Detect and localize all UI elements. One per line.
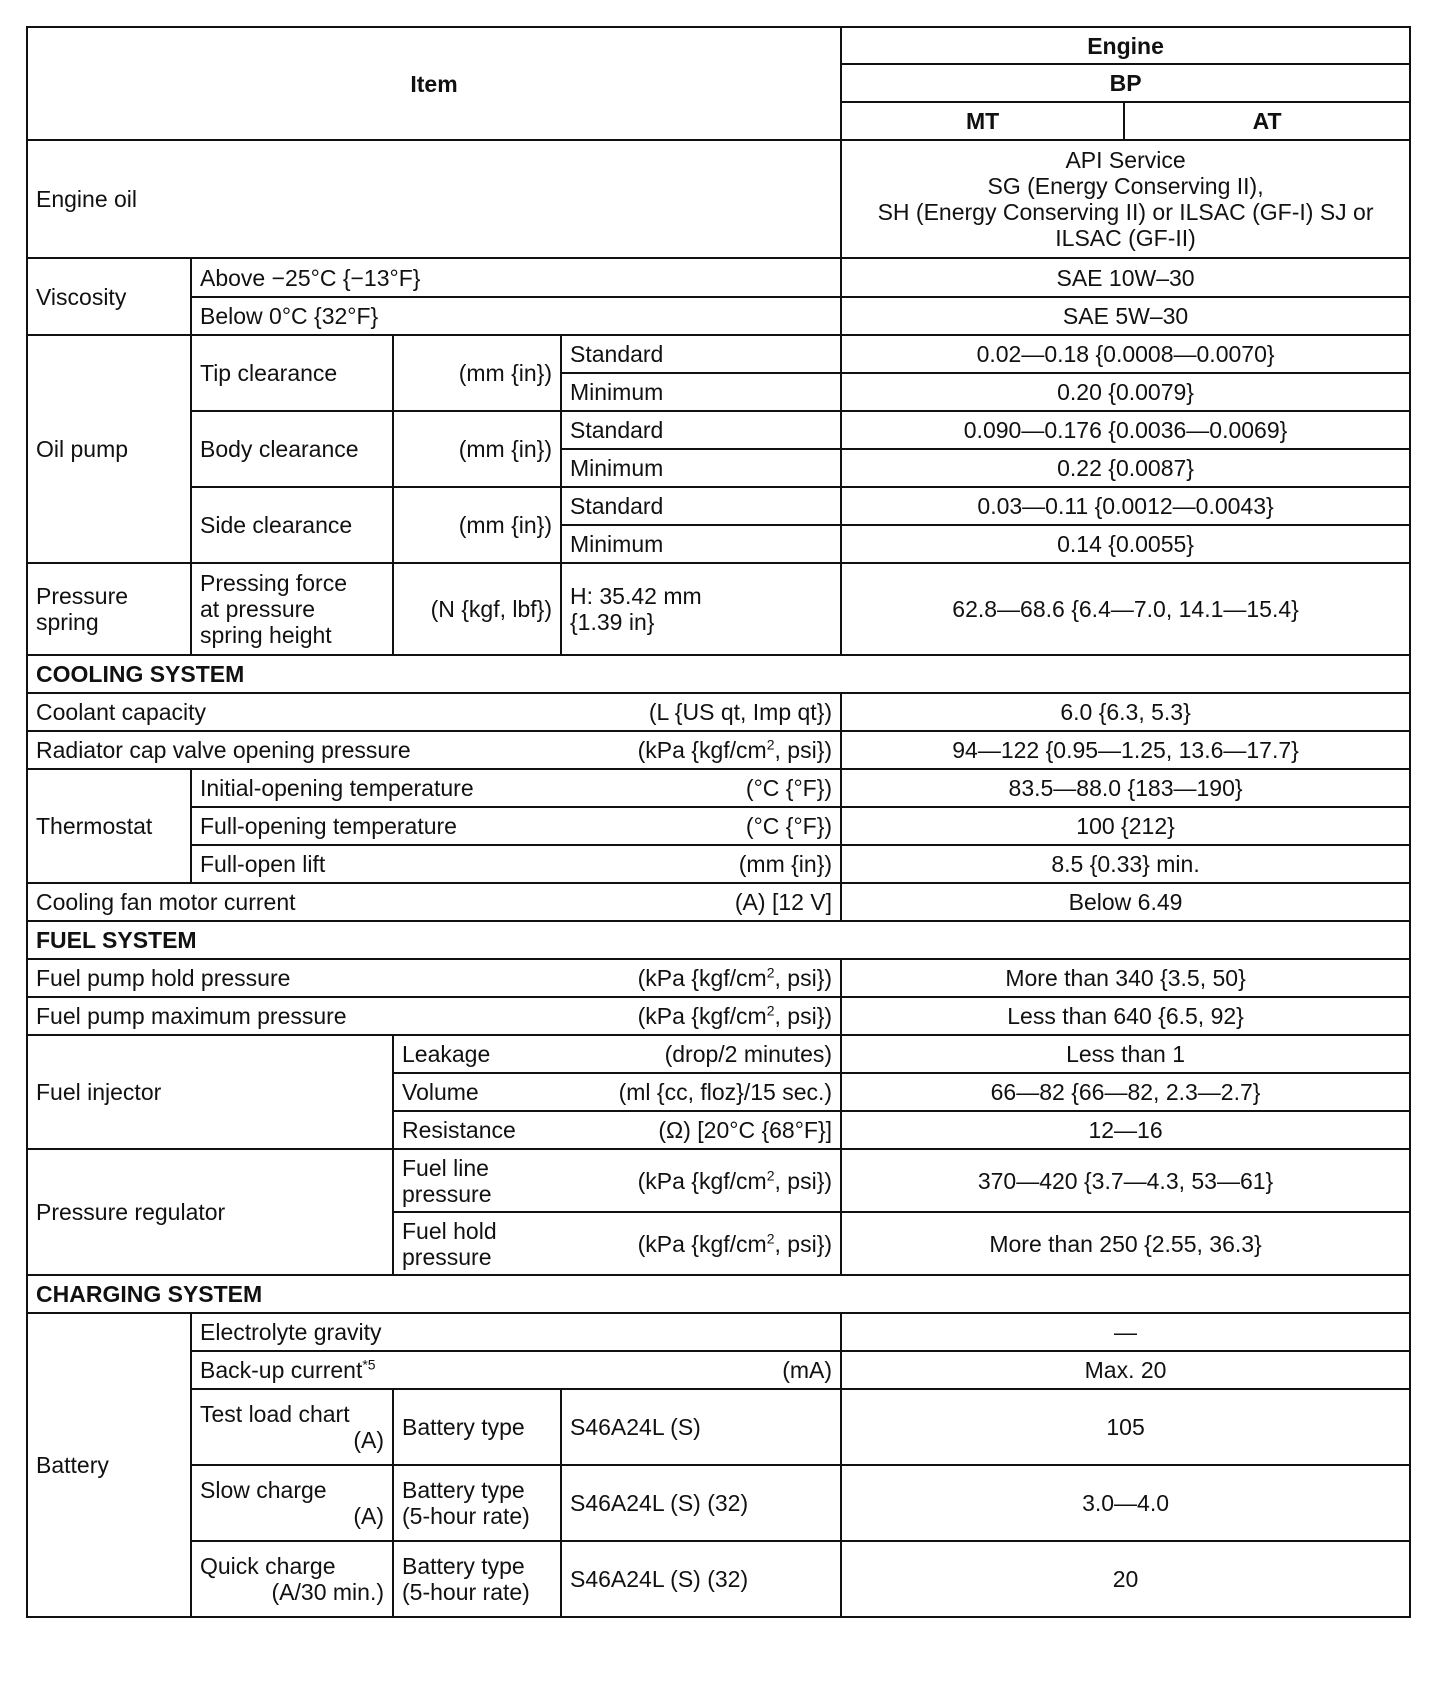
regulator-value: 370—420 {3.7—4.3, 53—61} bbox=[841, 1149, 1410, 1212]
battery-item-unit: (A) bbox=[353, 1503, 384, 1529]
battery-item-cell bbox=[191, 1465, 393, 1541]
pressure-spring-item bbox=[191, 563, 393, 655]
coolant-capacity-value: 6.0 {6.3, 5.3} bbox=[841, 693, 1410, 731]
injector-unit: (drop/2 minutes) bbox=[664, 1041, 833, 1067]
coolant-capacity-unit: (L {US qt, Imp qt}) bbox=[648, 699, 833, 725]
oil-pump-label: Oil pump bbox=[27, 335, 191, 563]
thermostat-item-cell bbox=[191, 845, 841, 883]
radiator-cap-label: Radiator cap valve opening pressure bbox=[36, 737, 411, 763]
engine-oil-line: SH (Energy Conserving II) or ILSAC (GF-I) SJ or bbox=[877, 199, 1374, 225]
pressure-spring-label bbox=[27, 563, 191, 655]
table-row bbox=[27, 1313, 1410, 1351]
fuel-max-cell bbox=[27, 997, 841, 1035]
viscosity-value: SAE 10W–30 bbox=[841, 258, 1410, 297]
fuel-pump-hold-value: More than 340 {3.5, 50} bbox=[841, 959, 1410, 997]
battery-item-unit: (A/30 min.) bbox=[271, 1579, 384, 1605]
table-row bbox=[27, 1351, 1410, 1389]
standard-value: 0.090—0.176 {0.0036—0.0069} bbox=[841, 411, 1410, 449]
section-header-row bbox=[27, 655, 1410, 693]
fuel-pump-hold-unit: (kPa {$kgf/cm^2$, psi}) bbox=[637, 964, 833, 991]
table-row bbox=[27, 997, 1410, 1035]
regulator-value: More than 250 {2.55, 36.3} bbox=[841, 1212, 1410, 1275]
regulator-item: Fuel line pressure bbox=[402, 1154, 492, 1207]
minimum-value: 0.14 {0.0055} bbox=[841, 525, 1410, 563]
injector-unit: (ml {cc, floz}/15 sec.) bbox=[618, 1079, 833, 1105]
backup-current-label: Back-up current$^{*5}$ bbox=[200, 1356, 376, 1383]
battery-label: Battery bbox=[27, 1313, 191, 1617]
table-row bbox=[27, 1035, 1410, 1073]
spec-table bbox=[26, 26, 1411, 1618]
pressure-spring-line: Pressure bbox=[36, 583, 129, 609]
regulator-unit: (kPa {$kgf/cm^2$, psi}) bbox=[637, 1166, 833, 1194]
viscosity-condition: Below 0°C {32°F} bbox=[191, 297, 841, 335]
table-row bbox=[27, 411, 1410, 449]
table-row bbox=[27, 140, 1410, 258]
injector-value: 66—82 {66—82, 2.3—2.7} bbox=[841, 1073, 1410, 1111]
table-row bbox=[27, 693, 1410, 731]
injector-unit: (Ω) [20°C {68°F}] bbox=[658, 1117, 833, 1143]
battery-value: 105 bbox=[841, 1389, 1410, 1465]
radiator-cap-unit: (kPa {$kgf/cm^2$, psi}) bbox=[637, 736, 833, 763]
injector-item: Volume bbox=[402, 1079, 479, 1105]
standard-label: Standard bbox=[561, 487, 841, 525]
viscosity-condition: Above −25°C {−13°F} bbox=[191, 258, 841, 297]
battery-value: 3.0—4.0 bbox=[841, 1465, 1410, 1541]
backup-current-value: Max. 20 bbox=[841, 1351, 1410, 1389]
bp-header: BP bbox=[841, 64, 1410, 102]
oil-pump-unit: (mm {in}) bbox=[393, 411, 561, 487]
table-row bbox=[27, 258, 1410, 297]
coolant-capacity-label: Coolant capacity bbox=[36, 699, 207, 725]
thermostat-value: 8.5 {0.33} min. bbox=[841, 845, 1410, 883]
radiator-cap-cell bbox=[27, 731, 841, 769]
pressure-spring-item-line: spring height bbox=[200, 622, 332, 648]
table-row bbox=[27, 769, 1410, 807]
fuel-hold-cell bbox=[27, 959, 841, 997]
pressure-regulator-label: Pressure regulator bbox=[27, 1149, 393, 1275]
standard-value: 0.03—0.11 {0.0012—0.0043} bbox=[841, 487, 1410, 525]
battery-model: S46A24L (S) (32) bbox=[561, 1465, 841, 1541]
battery-model: S46A24L (S) (32) bbox=[561, 1541, 841, 1617]
injector-value: 12—16 bbox=[841, 1111, 1410, 1149]
radiator-cap-value: 94—122 {0.95—1.25, 13.6—17.7} bbox=[841, 731, 1410, 769]
pressure-spring-unit: (N {kgf, lbf}) bbox=[393, 563, 561, 655]
fuel-injector-label: Fuel injector bbox=[27, 1035, 393, 1149]
oil-pump-unit: (mm {in}) bbox=[393, 487, 561, 563]
pressure-spring-line: spring bbox=[36, 609, 99, 635]
oil-pump-item: Body clearance bbox=[191, 411, 393, 487]
minimum-value: 0.22 {0.0087} bbox=[841, 449, 1410, 487]
table-row bbox=[27, 1465, 1410, 1541]
header-row bbox=[27, 27, 1410, 64]
backup-current-unit: (mA) bbox=[782, 1357, 833, 1383]
table-row bbox=[27, 487, 1410, 525]
oil-pump-item: Side clearance bbox=[191, 487, 393, 563]
cooling-fan-label: Cooling fan motor current bbox=[36, 889, 296, 915]
mt-header: MT bbox=[841, 102, 1124, 140]
injector-item-cell bbox=[393, 1035, 841, 1073]
table-row bbox=[27, 297, 1410, 335]
injector-value: Less than 1 bbox=[841, 1035, 1410, 1073]
thermostat-unit: (°C {°F}) bbox=[745, 775, 833, 801]
standard-label: Standard bbox=[561, 335, 841, 373]
fuel-system-heading: FUEL SYSTEM bbox=[27, 921, 1410, 959]
regulator-unit: (kPa {$kgf/cm^2$, psi}) bbox=[637, 1229, 833, 1257]
minimum-label: Minimum bbox=[561, 449, 841, 487]
pressure-spring-cond-line: H: 35.42 mm bbox=[570, 583, 702, 609]
battery-type-label: Battery type (5-hour rate) bbox=[393, 1465, 561, 1541]
regulator-item-cell bbox=[393, 1212, 841, 1275]
table-row bbox=[27, 1389, 1410, 1465]
minimum-value: 0.20 {0.0079} bbox=[841, 373, 1410, 411]
thermostat-value: 100 {212} bbox=[841, 807, 1410, 845]
coolant-capacity-cell bbox=[27, 693, 841, 731]
table-row bbox=[27, 883, 1410, 921]
engine-oil-line: API Service bbox=[1065, 147, 1186, 173]
minimum-label: Minimum bbox=[561, 525, 841, 563]
thermostat-item-cell bbox=[191, 807, 841, 845]
thermostat-label: Thermostat bbox=[27, 769, 191, 883]
thermostat-item: Full-open lift bbox=[200, 851, 326, 877]
fuel-pump-max-unit: (kPa {$kgf/cm^2$, psi}) bbox=[637, 1002, 833, 1029]
table-row bbox=[27, 845, 1410, 883]
injector-item: Resistance bbox=[402, 1117, 516, 1143]
cooling-fan-value: Below 6.49 bbox=[841, 883, 1410, 921]
fuel-pump-max-value: Less than 640 {6.5, 92} bbox=[841, 997, 1410, 1035]
cooling-system-heading: COOLING SYSTEM bbox=[27, 655, 1410, 693]
table-row bbox=[27, 1149, 1410, 1212]
battery-item-unit: (A) bbox=[353, 1427, 384, 1453]
pressure-spring-value: 62.8—68.6 {6.4—7.0, 14.1—15.4} bbox=[841, 563, 1410, 655]
pressure-spring-cond-line: {1.39 in} bbox=[570, 609, 655, 635]
thermostat-item-cell bbox=[191, 769, 841, 807]
oil-pump-item: Tip clearance bbox=[191, 335, 393, 411]
section-header-row bbox=[27, 921, 1410, 959]
item-header: Item bbox=[27, 27, 841, 140]
injector-item-cell bbox=[393, 1073, 841, 1111]
table-row bbox=[27, 1541, 1410, 1617]
battery-item-cell bbox=[191, 1389, 393, 1465]
thermostat-value: 83.5—88.0 {183—190} bbox=[841, 769, 1410, 807]
injector-item-cell bbox=[393, 1111, 841, 1149]
table-row bbox=[27, 731, 1410, 769]
electrolyte-gravity-value: — bbox=[841, 1313, 1410, 1351]
at-header: AT bbox=[1124, 102, 1410, 140]
fuel-pump-max-label: Fuel pump maximum pressure bbox=[36, 1003, 347, 1029]
thermostat-item: Full-opening temperature bbox=[200, 813, 457, 839]
viscosity-value: SAE 5W–30 bbox=[841, 297, 1410, 335]
pressure-spring-item-line: Pressing force bbox=[200, 570, 348, 596]
battery-value: 20 bbox=[841, 1541, 1410, 1617]
table-row bbox=[27, 807, 1410, 845]
table-row bbox=[27, 335, 1410, 373]
cooling-fan-cell bbox=[27, 883, 841, 921]
minimum-label: Minimum bbox=[561, 373, 841, 411]
thermostat-unit: (°C {°F}) bbox=[745, 813, 833, 839]
standard-value: 0.02—0.18 {0.0008—0.0070} bbox=[841, 335, 1410, 373]
fuel-pump-hold-label: Fuel pump hold pressure bbox=[36, 965, 291, 991]
charging-system-heading: CHARGING SYSTEM bbox=[27, 1275, 1410, 1313]
pressure-spring-condition bbox=[561, 563, 841, 655]
regulator-item-cell bbox=[393, 1149, 841, 1212]
battery-item: Slow charge bbox=[200, 1477, 327, 1503]
engine-oil-line: SG (Energy Conserving II), bbox=[987, 173, 1264, 199]
battery-item: Test load chart bbox=[200, 1401, 350, 1427]
standard-label: Standard bbox=[561, 411, 841, 449]
battery-model: S46A24L (S) bbox=[561, 1389, 841, 1465]
engine-oil-spec bbox=[841, 140, 1410, 258]
engine-oil-line: ILSAC (GF-II) bbox=[1055, 225, 1196, 251]
cooling-fan-unit: (A) [12 V] bbox=[734, 889, 833, 915]
engine-oil-label: Engine oil bbox=[27, 140, 841, 258]
battery-item-cell bbox=[191, 1541, 393, 1617]
battery-type-label: Battery type (5-hour rate) bbox=[393, 1541, 561, 1617]
viscosity-label: Viscosity bbox=[27, 258, 191, 335]
section-header-row bbox=[27, 1275, 1410, 1313]
regulator-item: Fuel hold pressure bbox=[402, 1217, 497, 1270]
injector-item: Leakage bbox=[402, 1041, 491, 1067]
battery-type-label: Battery type bbox=[393, 1389, 561, 1465]
electrolyte-gravity: Electrolyte gravity bbox=[191, 1313, 841, 1351]
thermostat-unit: (mm {in}) bbox=[738, 851, 833, 877]
backup-current-cell bbox=[191, 1351, 841, 1389]
table-row bbox=[27, 959, 1410, 997]
battery-item: Quick charge bbox=[200, 1553, 336, 1579]
pressure-spring-item-line: at pressure bbox=[200, 596, 316, 622]
engine-header: Engine bbox=[841, 27, 1410, 64]
oil-pump-unit: (mm {in}) bbox=[393, 335, 561, 411]
thermostat-item: Initial-opening temperature bbox=[200, 775, 474, 801]
table-row bbox=[27, 563, 1410, 655]
